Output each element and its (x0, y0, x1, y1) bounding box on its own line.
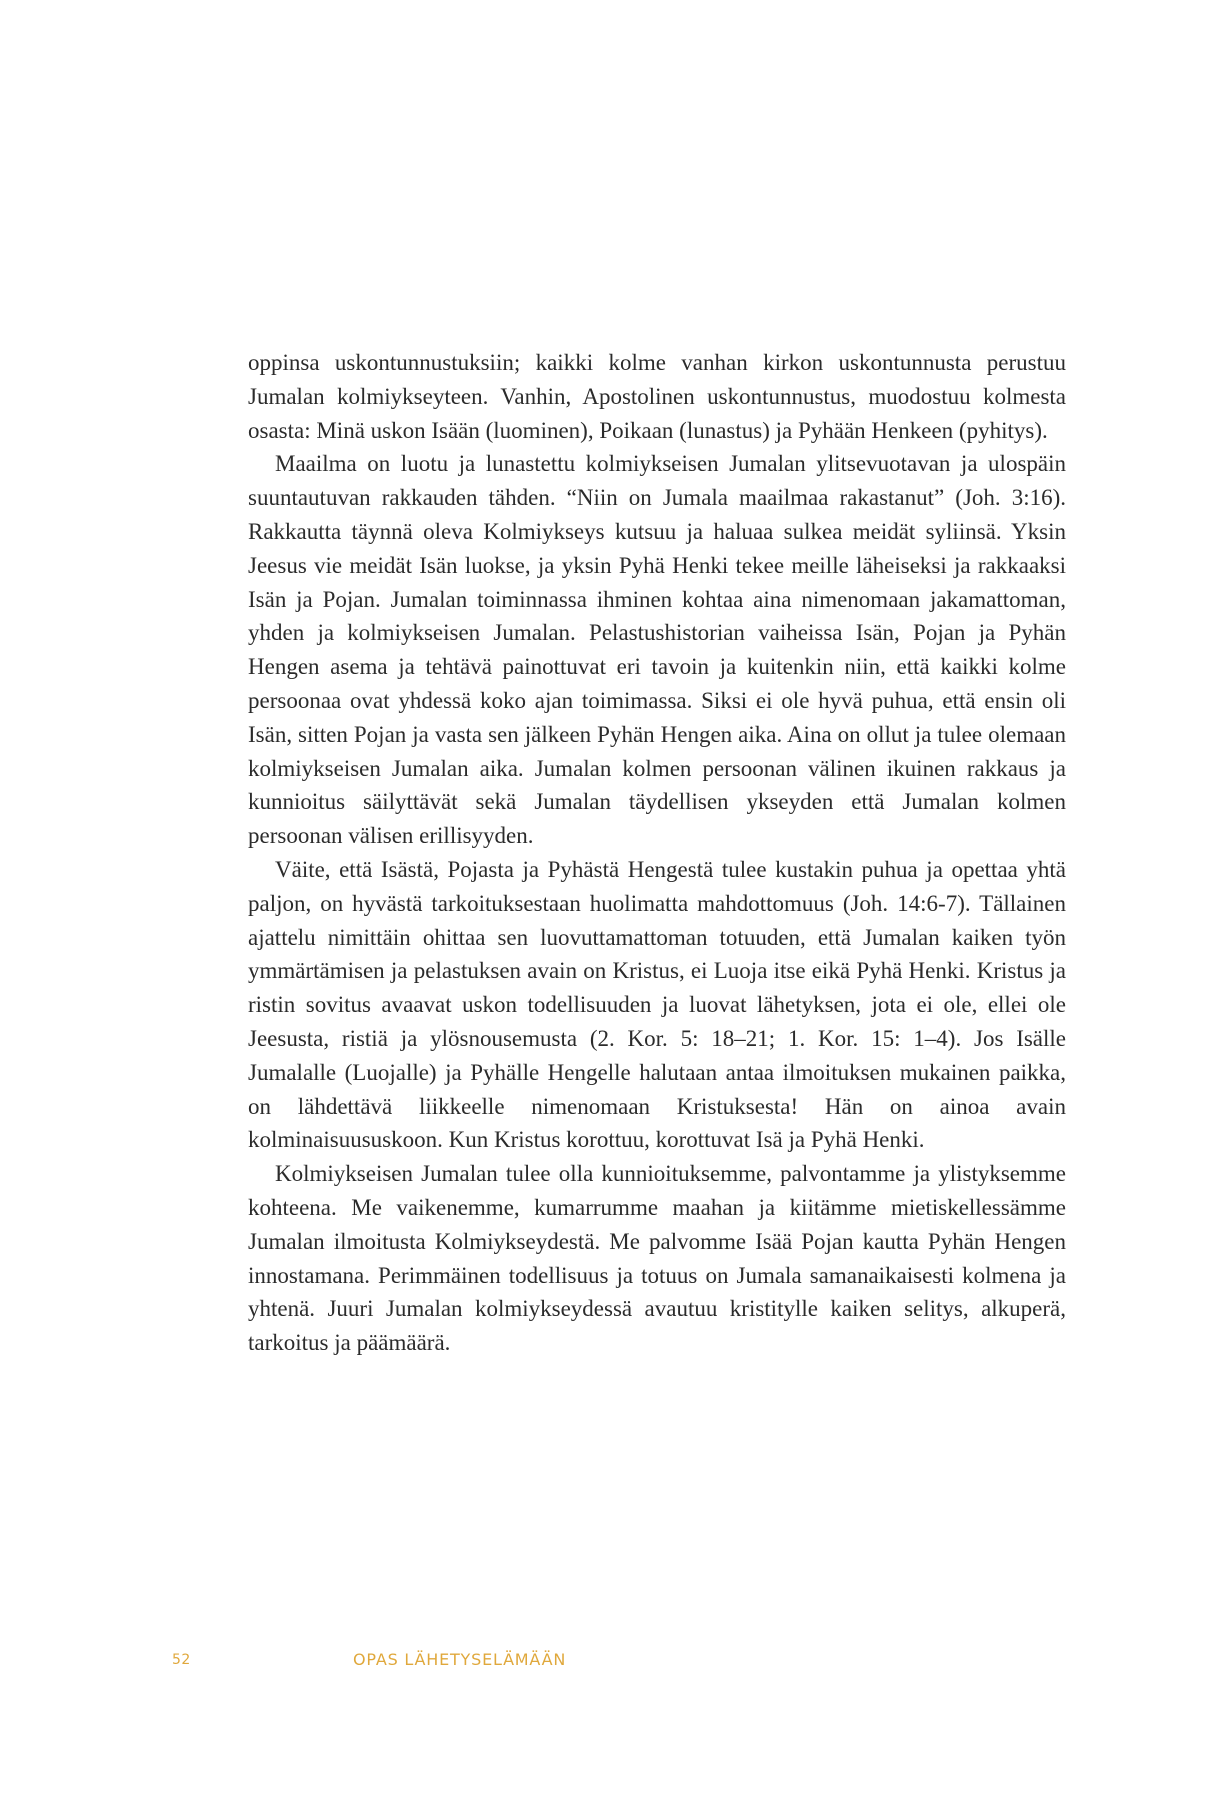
running-footer-title: OPAS LÄHETYSELÄMÄÄN (353, 1650, 567, 1669)
body-text (248, 346, 1066, 1360)
paragraph-3: Väite, että Isästä, Pojasta ja Pyhästä Hengestä tulee kustakin puhua ja opettaa yhtä paljon, on hyvästä tarkoituksestaan huolimatta mahdottomuus (Joh. 14:6-7). Tällainen ajattelu nimittäin ohittaa sen luovuttamattoman totuuden, että Jumalan kaiken työn ymmärtämisen ja pelastuksen avain on Kristus, ei Luoja itse eikä Pyhä Henki. Kristus ja ristin sovitus avaavat uskon todellisuuden ja luovat lähetyksen, jota ei ole, ellei ole Jeesusta, ristiä ja ylösnousemusta (2. Kor. 5: 18–21; 1. Kor. 15: 1–4). Jos Isälle Jumalalle (Luojalle) ja Pyhälle Hengelle halutaan antaa ilmoituksen mukainen paikka, on lähdettävä liikkeelle nimenomaan Kristuksesta! Hän on ainoa avain kolminaisuususkoon. Kun Kristus korottuu, korottuvat Isä ja Pyhä Henki. (248, 856, 1066, 1153)
page-number: 52 (172, 1652, 191, 1668)
paragraph-4: Kolmiykseisen Jumalan tulee olla kunnioituksemme, palvontamme ja ylistyksemme kohteena. Me vaikenemme, kumarrumme maahan ja kiitämme mietiskellessämme Jumalan ilmoitusta Kolmiykseydestä. Me palvomme Isää Pojan kautta Pyhän Hengen innostamana. Perimmäinen todellisuus ja totuus on Jumala samanaikaisesti kolmena ja yhtenä. Juuri Jumalan kolmiykseydessä avautuu kristitylle kaiken selitys, alkuperä, tarkoitus ja päämäärä. (248, 1161, 1066, 1356)
paragraph-2: Maailma on luotu ja lunastettu kolmiykseisen Jumalan ylitsevuotavan ja ulospäin suuntautuvan rakkauden tähden. “Niin on Jumala maailmaa rakastanut” (Joh. 3:16). Rakkautta täynnä oleva Kolmiykseys kutsuu ja haluaa sulkea meidät syliinsä. Yksin Jeesus vie meidät Isän luokse, ja yksin Pyhä Henki tekee meille läheiseksi ja rakkaaksi Isän ja Pojan. Jumalan toiminnassa ihminen kohtaa aina nimenomaan jakamattoman, yhden ja kolmiykseisen Jumalan. Pelastushistorian vaiheissa Isän, Pojan ja Pyhän Hengen asema ja tehtävä painottuvat eri tavoin ja kuitenkin niin, että kaikki kolme persoonaa ovat yhdessä koko ajan toimimassa. Siksi ei ole hyvä puhua, että ensin oli Isän, sitten Pojan ja vasta sen jälkeen Pyhän Hengen aika. Aina on ollut ja tulee olemaan kolmiykseisen Jumalan aika. Jumalan kolmen persoonan välinen ikuinen rakkaus ja kunnioitus säilyttävät sekä Jumalan täydellisen ykseyden että Jumalan kolmen persoonan välisen erillisyyden. (248, 451, 1066, 849)
paragraph-1: oppinsa uskontunnustuksiin; kaikki kolme vanhan kirkon uskontunnusta perustuu Jumalan kolmiykseyteen. Vanhin, Apostolinen uskontunnustus, muodostuu kolmesta osasta: Minä uskon Isään (luominen), Poikaan (lunastus) ja Pyhään Henkeen (pyhitys). (248, 350, 1066, 443)
